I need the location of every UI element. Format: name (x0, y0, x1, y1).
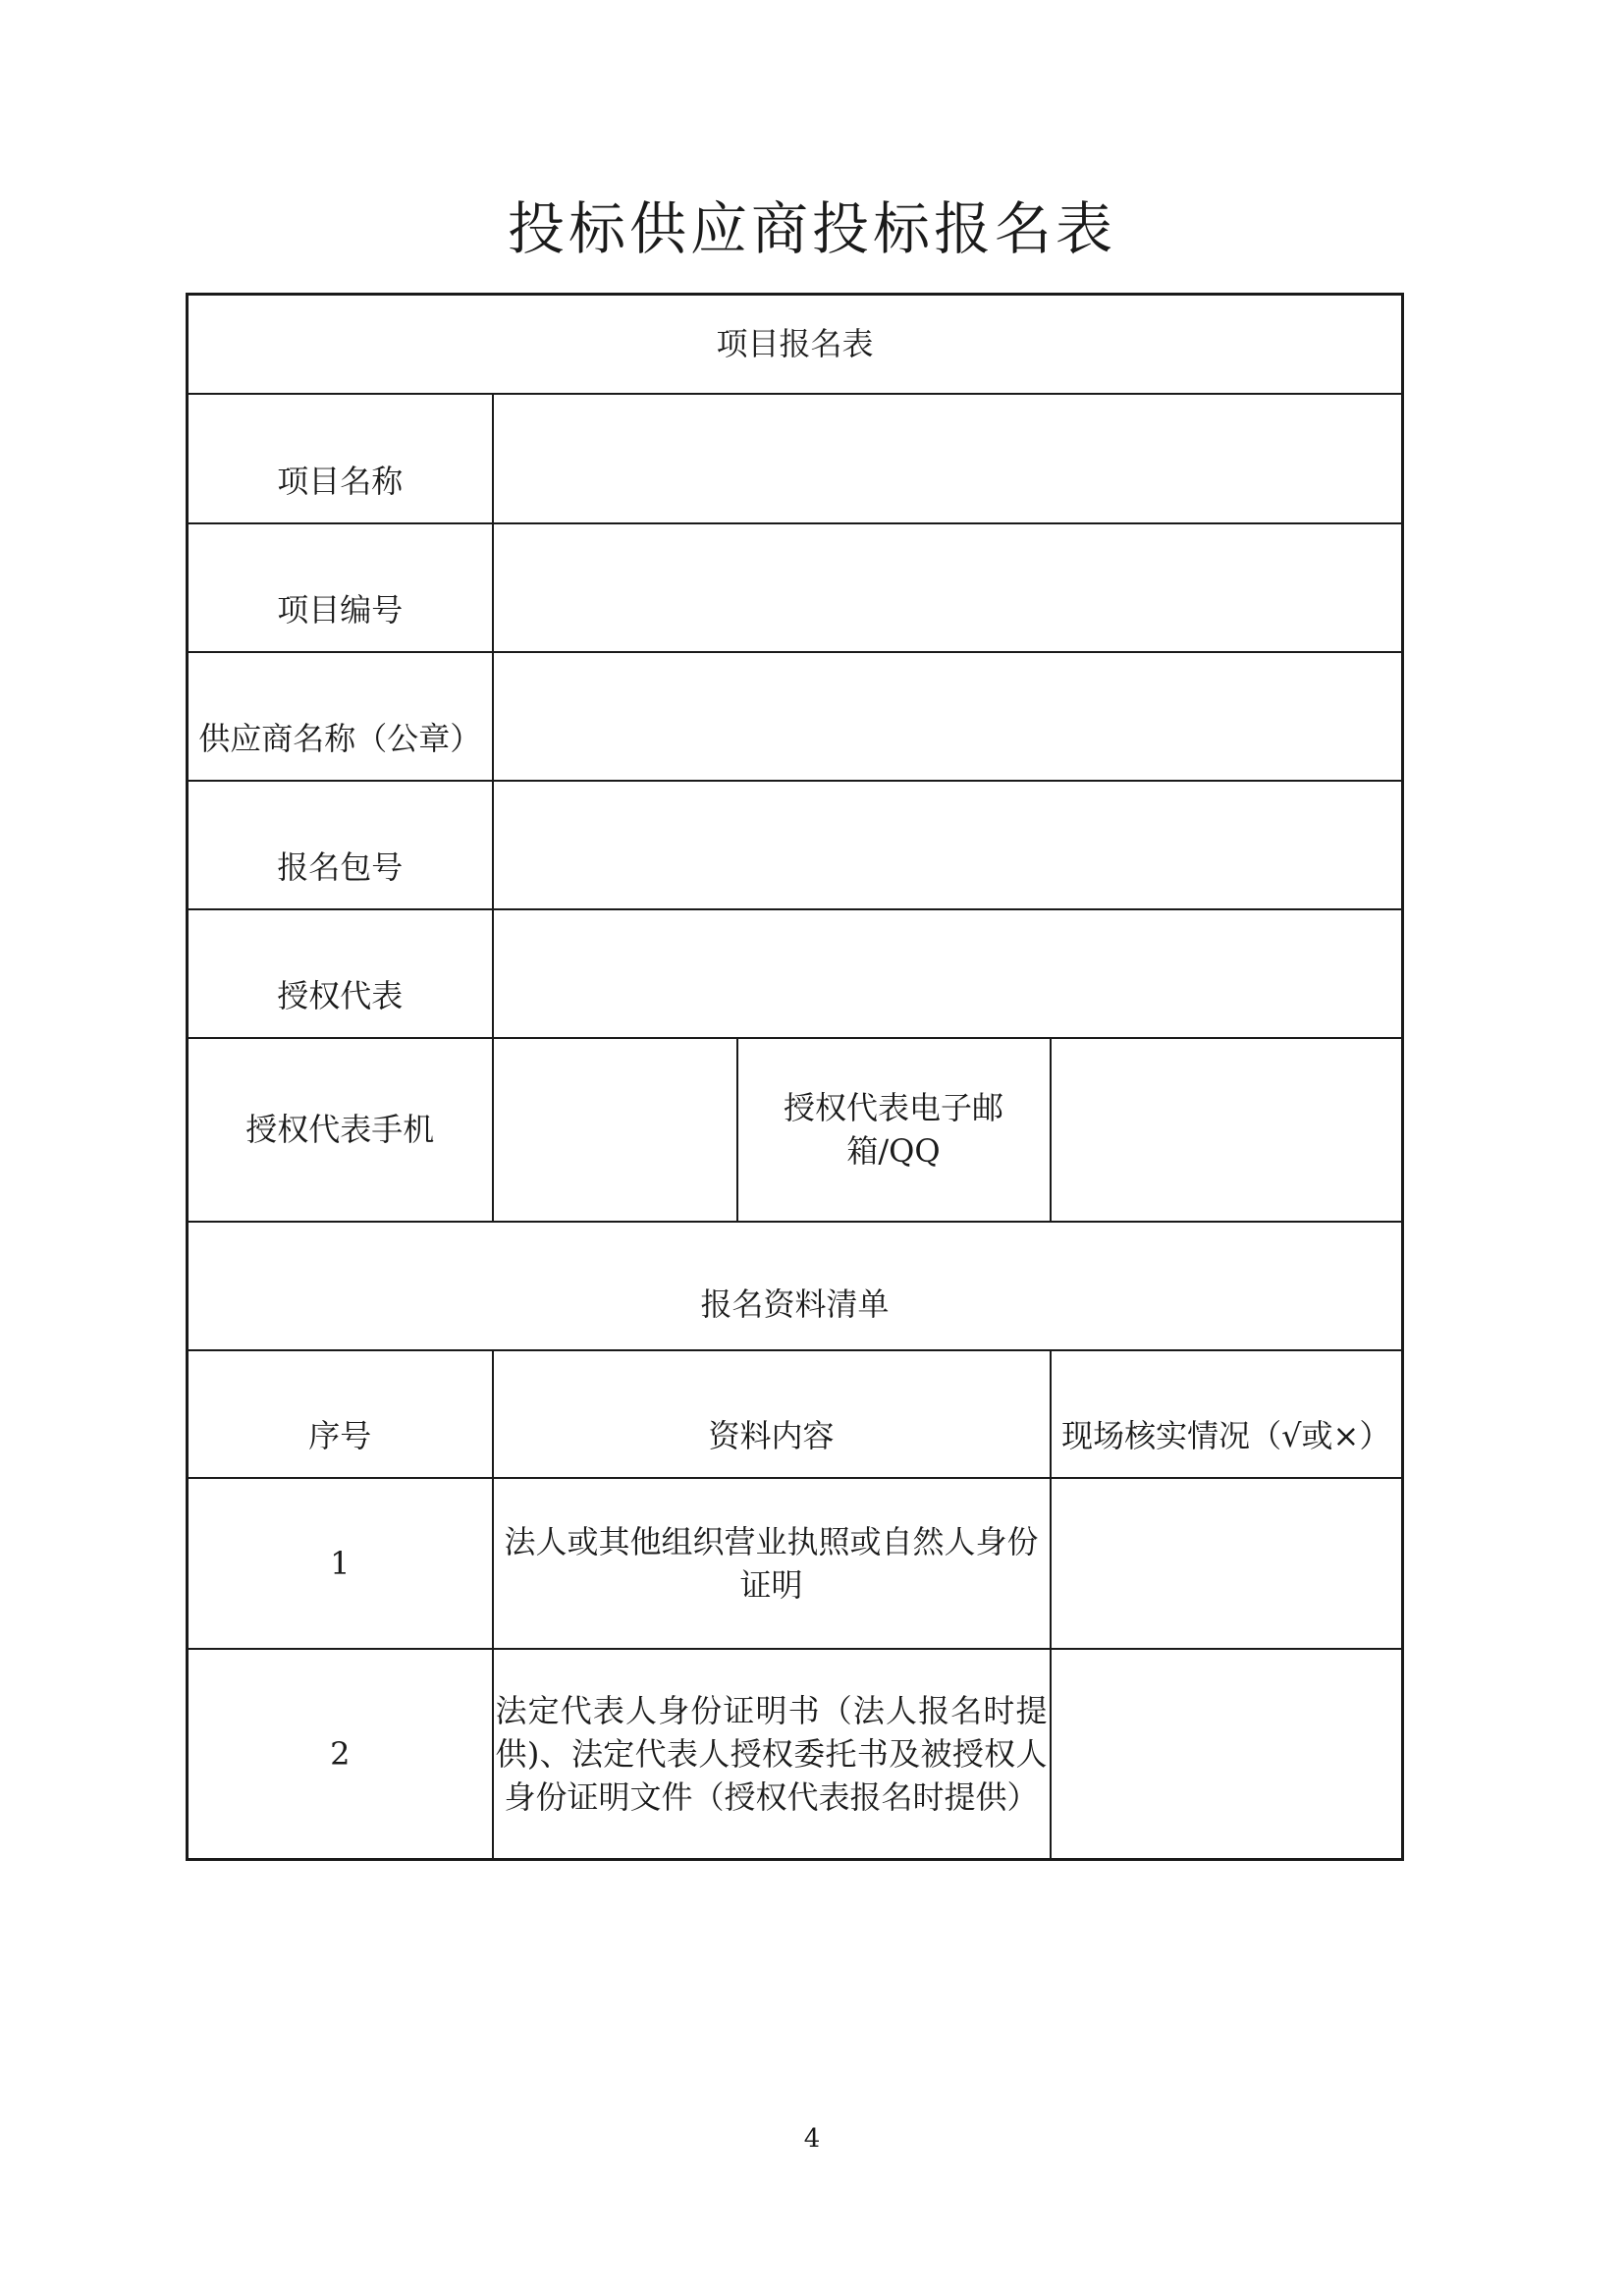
page-number: 4 (803, 2124, 821, 2154)
checklist-columns-row (188, 1350, 1403, 1478)
form-header: 项目报名表 (188, 295, 1403, 394)
project-number-value[interactable] (494, 524, 1402, 651)
project-name-field[interactable] (493, 394, 1403, 523)
supplier-name-value[interactable] (494, 653, 1402, 780)
supplier-name-label: 供应商名称（公章） (188, 652, 493, 781)
checklist-header: 报名资料清单 (188, 1222, 1403, 1350)
package-number-field[interactable] (493, 781, 1403, 909)
checklist-row-check[interactable] (1051, 1649, 1403, 1860)
registration-form-table (186, 293, 1404, 1861)
column-header-check: 现场核实情况（√或×） (1051, 1350, 1403, 1478)
supplier-name-field[interactable] (493, 652, 1403, 781)
page-title: 投标供应商投标报名表 (507, 195, 1116, 262)
package-number-label: 报名包号 (188, 781, 493, 909)
checklist-row (188, 1649, 1403, 1860)
project-name-value[interactable] (494, 395, 1402, 522)
authorized-rep-row (188, 909, 1403, 1038)
column-header-content: 资料内容 (493, 1350, 1051, 1478)
authorized-rep-field[interactable] (493, 909, 1403, 1038)
project-number-label: 项目编号 (188, 523, 493, 652)
package-number-value[interactable] (494, 782, 1402, 908)
supplier-name-row (188, 652, 1403, 781)
form-header-row (188, 295, 1403, 394)
checklist-row-content: 法定代表人身份证明书（法人报名时提供)、法定代表人授权委托书及被授权人身份证明文件（授权代表报名时提供） (493, 1649, 1051, 1860)
authorized-rep-value[interactable] (494, 910, 1402, 1037)
rep-phone-label: 授权代表手机 (188, 1038, 493, 1222)
checklist-row-content: 法人或其他组织营业执照或自然人身份证明 (493, 1478, 1051, 1649)
checklist-row-number: 2 (188, 1649, 493, 1860)
checklist-header-row (188, 1222, 1403, 1350)
package-number-row (188, 781, 1403, 909)
checklist-row-number: 1 (188, 1478, 493, 1649)
rep-phone-field[interactable] (493, 1038, 737, 1222)
contact-row (188, 1038, 1403, 1222)
column-header-number: 序号 (188, 1350, 493, 1478)
checklist-row (188, 1478, 1403, 1649)
rep-email-field[interactable] (1051, 1038, 1403, 1222)
authorized-rep-label: 授权代表 (188, 909, 493, 1038)
project-name-row (188, 394, 1403, 523)
checklist-row-check[interactable] (1051, 1478, 1403, 1649)
rep-email-label: 授权代表电子邮箱/QQ (737, 1038, 1051, 1222)
project-name-label: 项目名称 (188, 394, 493, 523)
project-number-field[interactable] (493, 523, 1403, 652)
project-number-row (188, 523, 1403, 652)
